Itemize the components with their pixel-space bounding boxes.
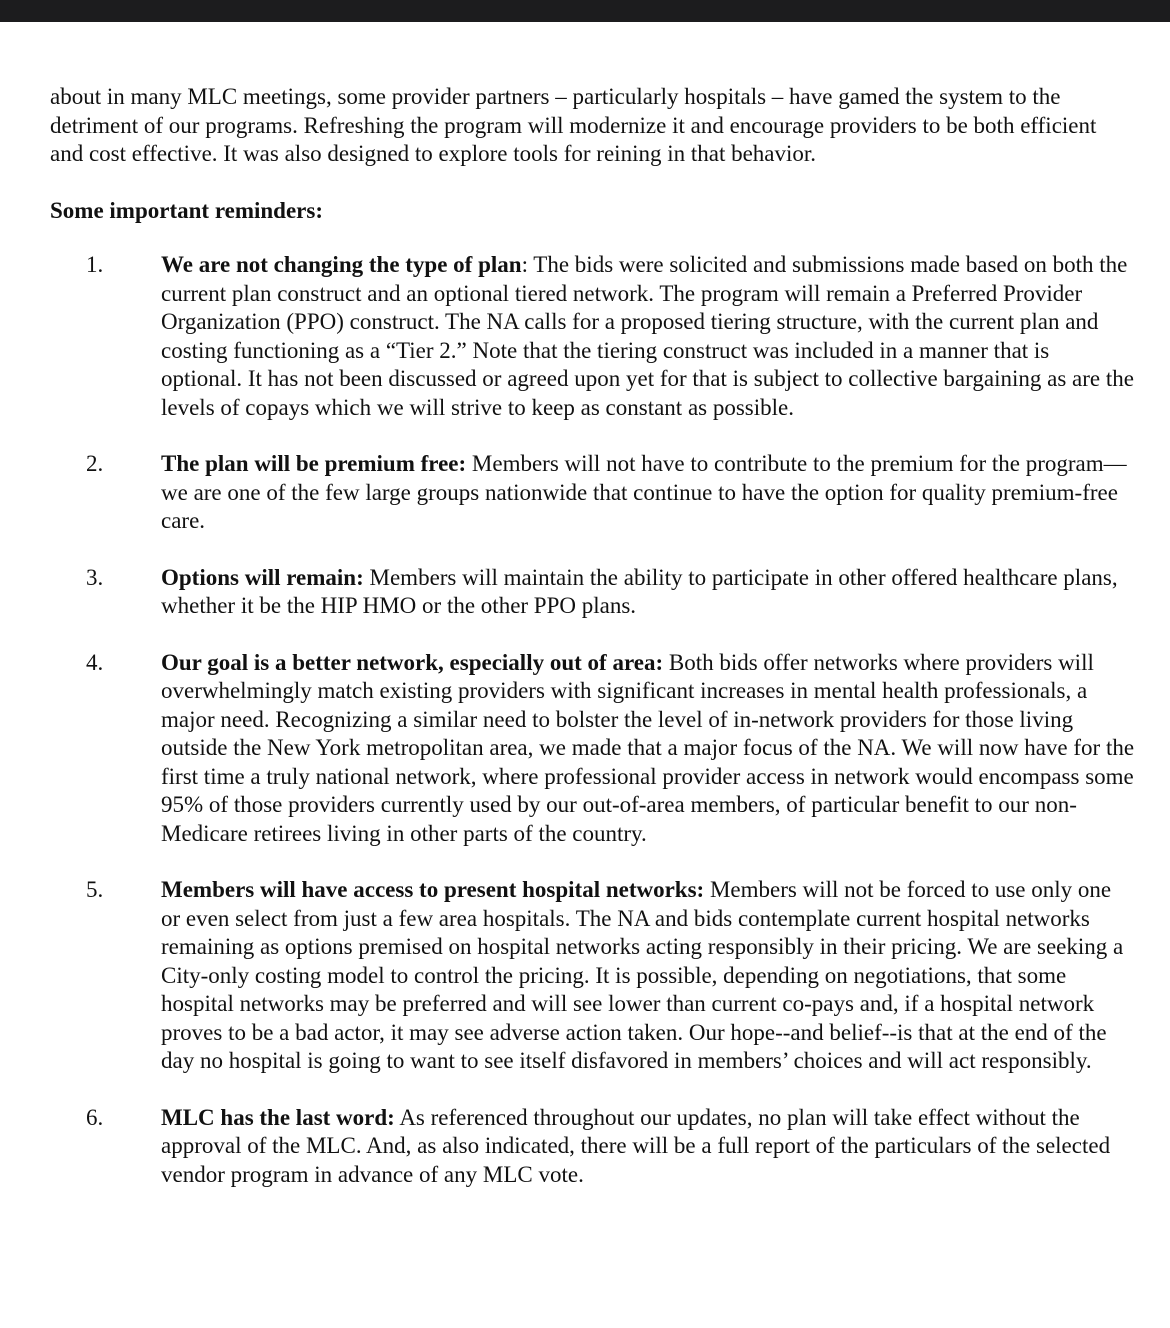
top-bar xyxy=(0,0,1170,22)
document-page xyxy=(50,83,1135,1217)
item-lead: Options will remain: xyxy=(161,564,364,590)
item-number: 3. xyxy=(86,564,104,590)
reminder-item-1 xyxy=(50,251,1135,422)
item-number: 6. xyxy=(86,1104,104,1130)
reminder-item-5 xyxy=(50,876,1135,1076)
item-lead: Members will have access to present hospital networks: xyxy=(161,877,705,902)
item-lead: The plan will be premium free: xyxy=(161,451,467,476)
item-lead: We are not changing the type of plan xyxy=(161,252,522,277)
reminder-item-2 xyxy=(50,450,1135,536)
item-text: Members will not be forced to use only one or even select from just a few area hospitals. The NA and bids contemplate current hospital networks remaining as options premised on hospital networks acting responsibly in their pricing. We are seeking a City-only costing model to control the pricing. It is possible, depending on negotiations, that some hospital networks may be preferred and will see lower than current co-pays and, if a hospital network proves to be a bad actor, it may see adverse action taken. Our hope--and belief--is that at the end of the day no hospital is going to want to see itself disfavored in members’ choices and will act responsibly. xyxy=(161,877,1124,1073)
item-text: Members will not have to contribute to the premium for the program—we are one of the few large groups nationwide that continue to have the option for quality premium-free care. xyxy=(161,451,1127,533)
item-text: As referenced throughout our updates, no plan will take effect without the approval of the MLC. And, as also indicated, there will be a full report of the particulars of the selected vendor program in advance of any MLC vote. xyxy=(161,1104,1111,1187)
item-number: 4. xyxy=(86,649,104,675)
reminder-item-4 xyxy=(50,649,1135,849)
reminders-list xyxy=(50,251,1135,1189)
item-lead: MLC has the last word: xyxy=(161,1104,395,1130)
reminders-heading: Some important reminders: xyxy=(50,197,323,223)
item-lead: Our goal is a better network, especially out of area: xyxy=(161,649,664,675)
item-number: 5. xyxy=(86,877,104,902)
item-text: Both bids offer networks where providers will overwhelmingly match existing providers with significant increases in mental health professionals, a major need. Recognizing a similar need to bolster the level of in-network providers for those living outside the New York metropolitan area, we made that a major focus of the NA. We will now have for the first time a truly national network, where professional provider access in network would encompass some 95% of those providers currently used by our out-of-area members, of particular benefit to our non-Medicare retirees living in other parts of the country. xyxy=(161,649,1135,846)
intro-paragraph: about in many MLC meetings, some provider partners – particularly hospitals – have gamed the system to the detriment of our programs. Refreshing the program will modernize it and encourage providers to be both efficient and cost effective. It was also designed to explore tools for reining in that behavior. xyxy=(50,84,1097,166)
item-number: 1. xyxy=(86,252,104,277)
reminder-item-6 xyxy=(50,1104,1135,1190)
item-number: 2. xyxy=(86,451,104,476)
item-text: Members will maintain the ability to participate in other offered healthcare plans, whether it be the HIP HMO or the other PPO plans. xyxy=(161,564,1118,618)
reminder-item-3 xyxy=(50,564,1135,621)
item-text: : The bids were solicited and submissions made based on both the current plan construct and an optional tiered network. The program will remain a Preferred Provider Organization (PPO) construct. The NA calls for a proposed tiering structure, with the current plan and costing functioning as a “Tier 2.” Note that the tiering construct was included in a manner that is optional. It has not been discussed or agreed upon yet for that is subject to collective bargaining as are the levels of copays which we will strive to keep as constant as possible. xyxy=(161,252,1134,420)
